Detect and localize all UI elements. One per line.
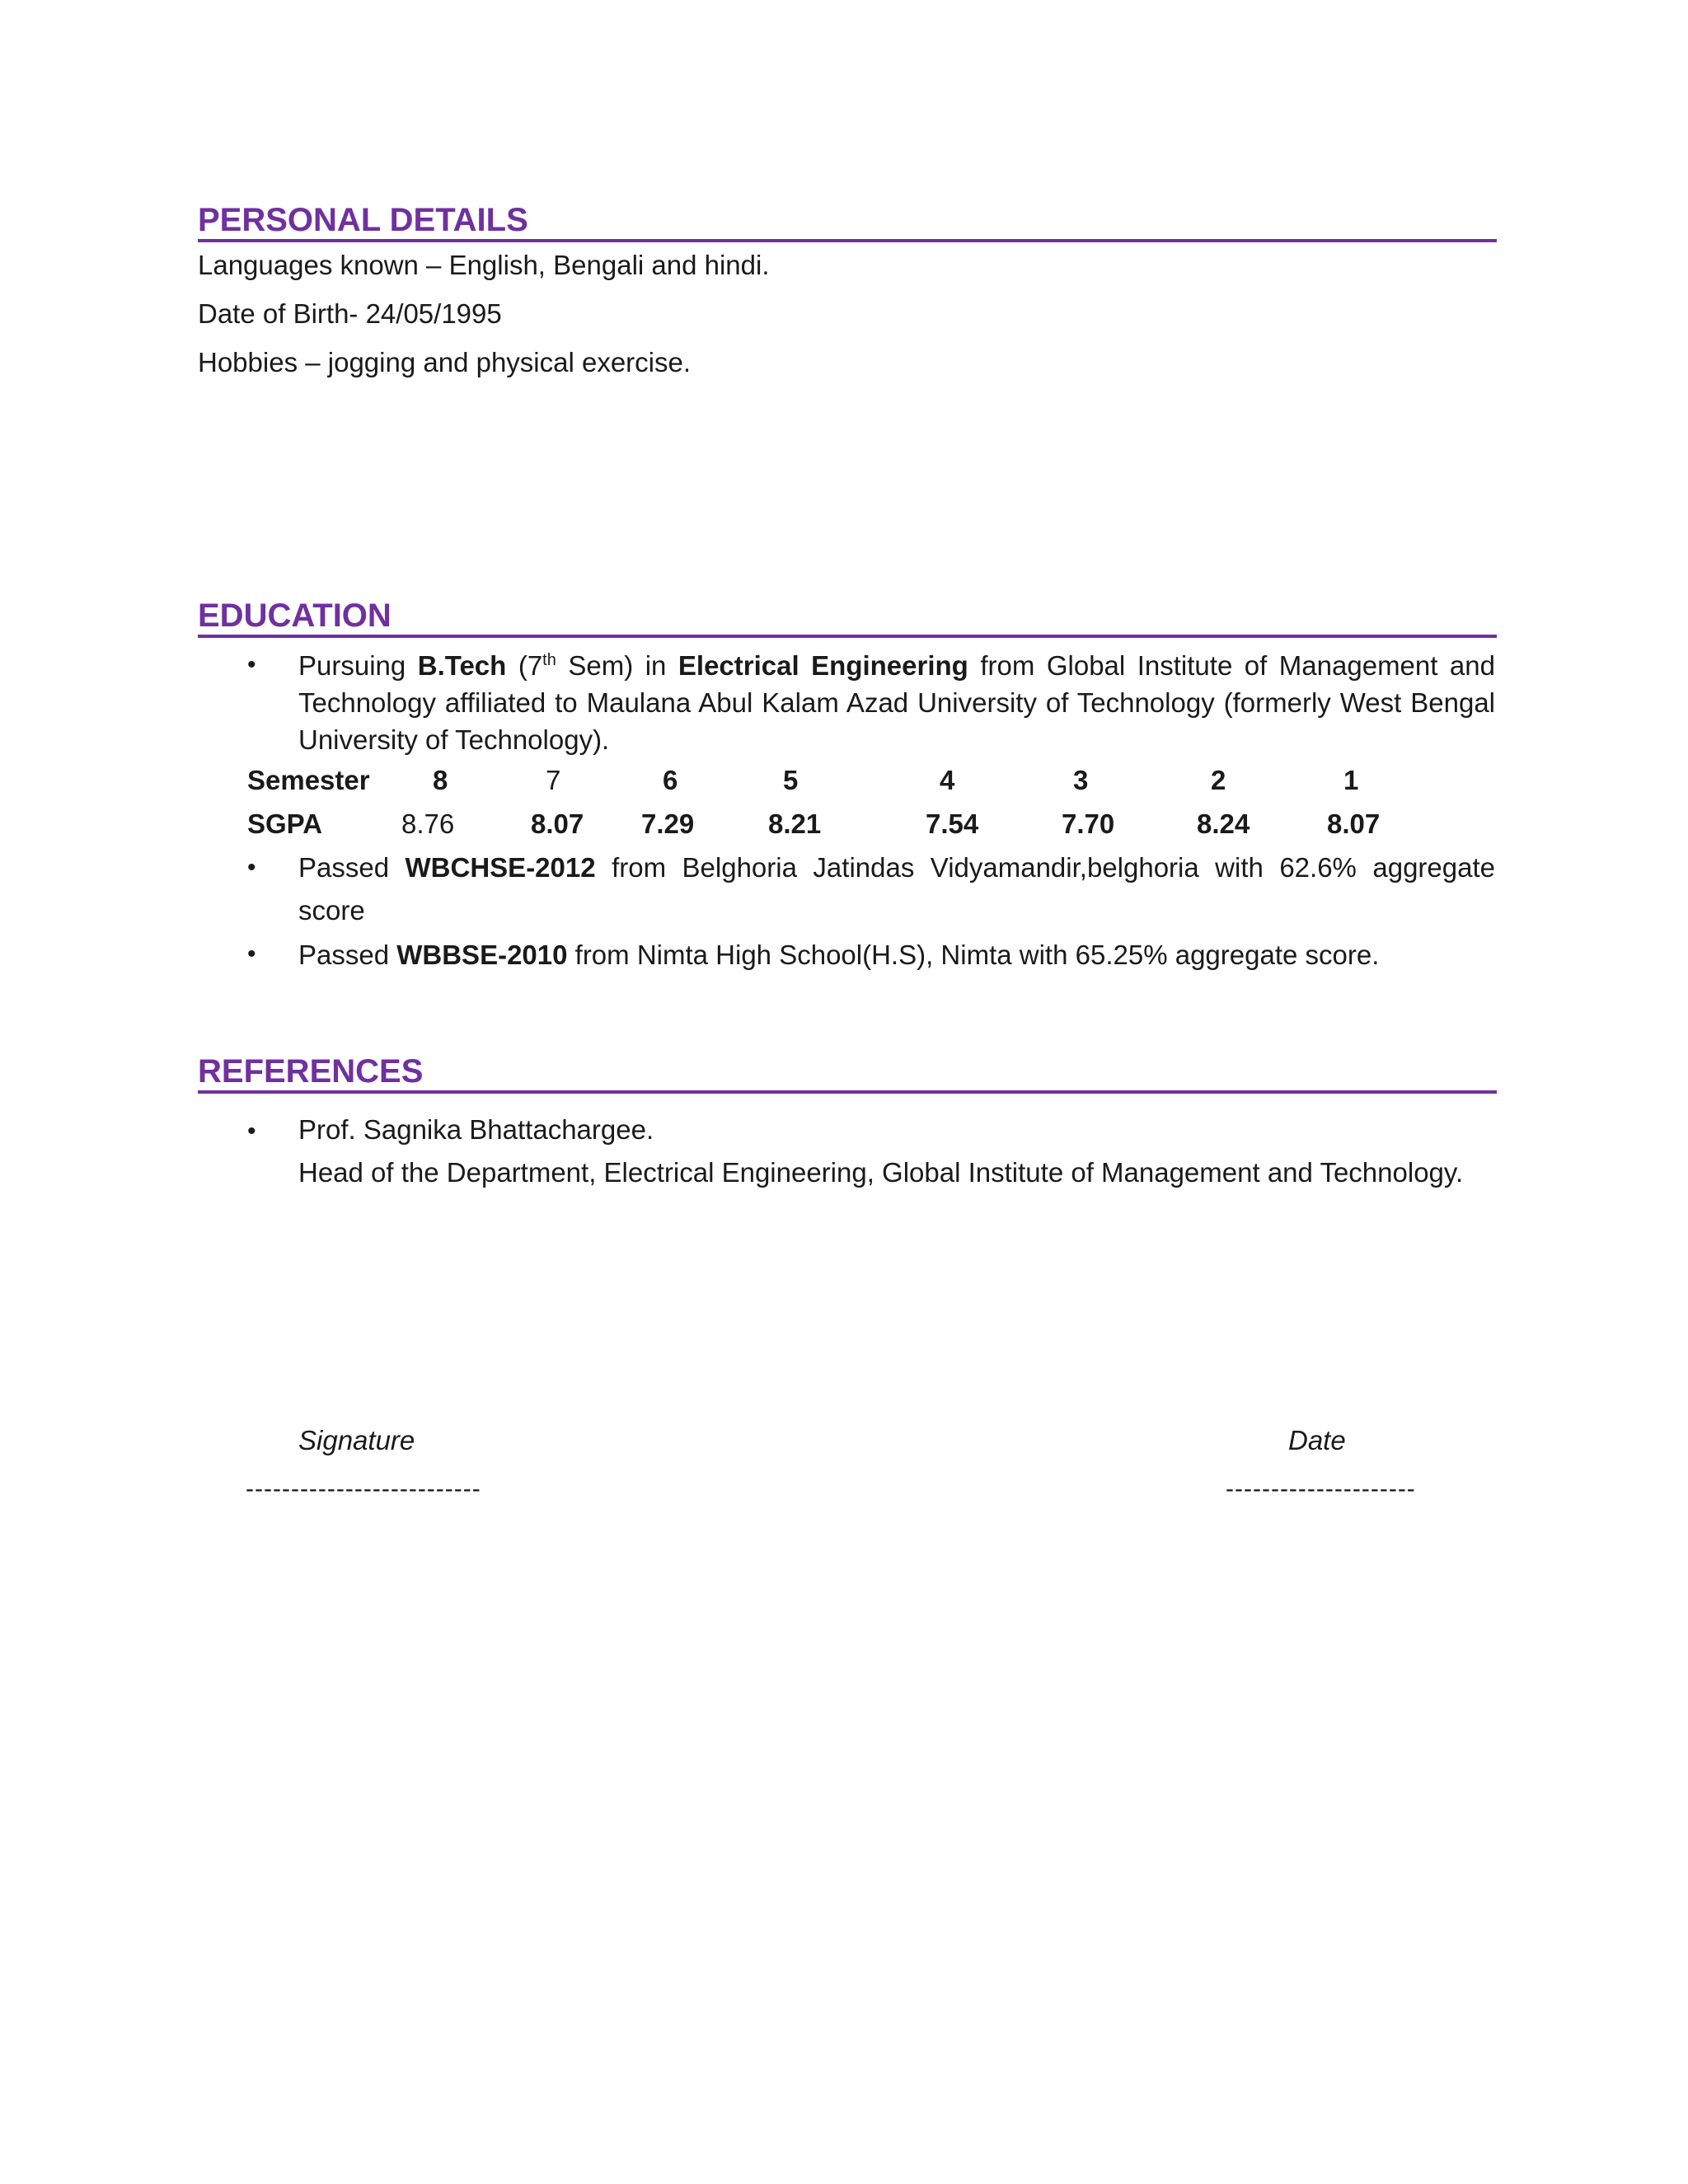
languages-known: Languages known – English, Bengali and hindi. [198,250,770,280]
date-label: Date [1288,1425,1346,1455]
bullet: • [247,1118,256,1145]
semester-cell: 7 [546,765,561,795]
semester-row [247,764,1484,797]
date-of-birth: Date of Birth- 24/05/1995 [198,298,502,329]
semester-label: Semester [247,765,370,795]
sgpa-cell: 8.07 [531,808,584,839]
semester-cell: 3 [1073,765,1089,795]
semester-cell: 4 [940,765,955,795]
date-line: --------------------- [1226,1475,1416,1502]
education-heading: EDUCATION [198,597,1497,638]
sgpa-cell: 8.24 [1197,808,1250,839]
sgpa-cell: 7.54 [926,808,979,839]
semester-cell: 1 [1343,765,1359,795]
semester-cell: 2 [1211,765,1226,795]
secondary-entry: Passed WBBSE-2010 from Nimta High School(H.S), Nimta with 65.25% aggregate score. [298,940,1380,970]
sgpa-cell: 8.76 [401,808,455,839]
signature-line: -------------------------- [246,1475,481,1502]
references-heading: REFERENCES [198,1052,1497,1094]
personal-details-heading: PERSONAL DETAILS [198,201,1497,242]
reference-name: Prof. Sagnika Bhattachargee. [298,1114,654,1145]
reference-description: Head of the Department, Electrical Engineering, Global Institute of Management and Technology. [298,1157,1464,1188]
bullet: • [247,651,256,678]
sgpa-cell: 7.70 [1062,808,1115,839]
semester-cell: 6 [663,765,678,795]
semester-cell: 5 [783,765,799,795]
hs-entry: Passed WBCHSE-2012 from Belghoria Jatindas Vidyamandir,belghoria with 62.6% aggregate score [298,852,1495,926]
sgpa-cell: 8.07 [1327,808,1381,839]
btech-entry: Pursuing B.Tech (7th Sem) in Electrical Engineering from Global Institute of Management and Technology affiliated to Maulana Abul Kalam Azad University of Technology (formerly West Bengal University of Technology). [298,650,1495,755]
hobbies: Hobbies – jogging and physical exercise. [198,347,692,377]
sgpa-cell: 7.29 [641,808,695,839]
sgpa-row [247,808,1484,841]
bullet: • [247,854,256,881]
signature-label: Signature [298,1425,415,1455]
sgpa-label: SGPA [247,808,323,839]
sgpa-cell: 8.21 [768,808,822,839]
bullet: • [247,940,256,968]
semester-cell: 8 [433,765,448,795]
